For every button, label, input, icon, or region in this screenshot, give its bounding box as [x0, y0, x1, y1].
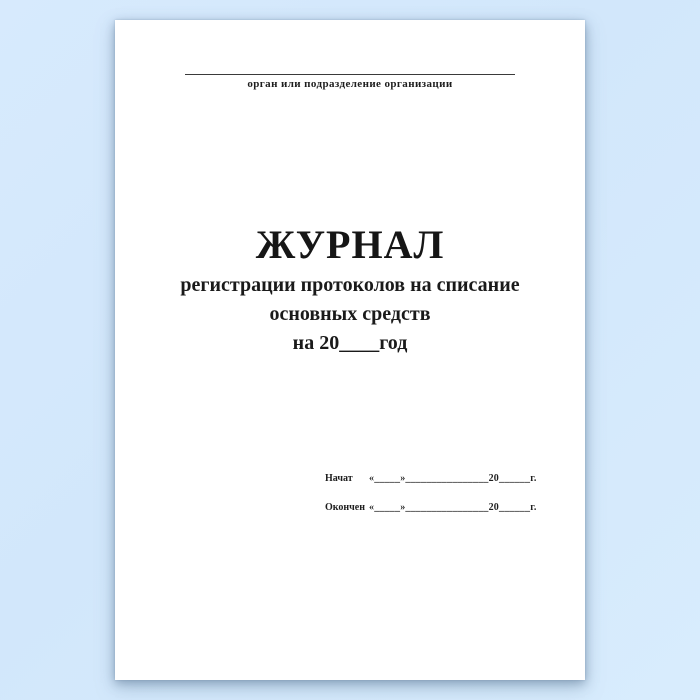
dates-block [325, 472, 537, 514]
title-block [115, 224, 585, 358]
started-row [325, 472, 537, 485]
journal-title: ЖУРНАЛ [255, 222, 445, 267]
started-label: Начат [325, 473, 353, 484]
started-fill-line: «_____»________________20______г. [369, 473, 537, 484]
journal-subtitle-line1: регистрации протоколов на списание [180, 274, 520, 296]
journal-subtitle-line2: основных средств [269, 303, 431, 325]
finished-fill-line: «_____»________________20______г. [369, 502, 537, 513]
organization-fill-line [185, 74, 515, 75]
finished-label: Окончен [325, 502, 366, 513]
finished-row [325, 501, 537, 514]
organization-caption: орган или подразделение организации [247, 78, 453, 90]
journal-cover-page [115, 20, 585, 680]
journal-year-line: на 20____год [292, 332, 408, 354]
